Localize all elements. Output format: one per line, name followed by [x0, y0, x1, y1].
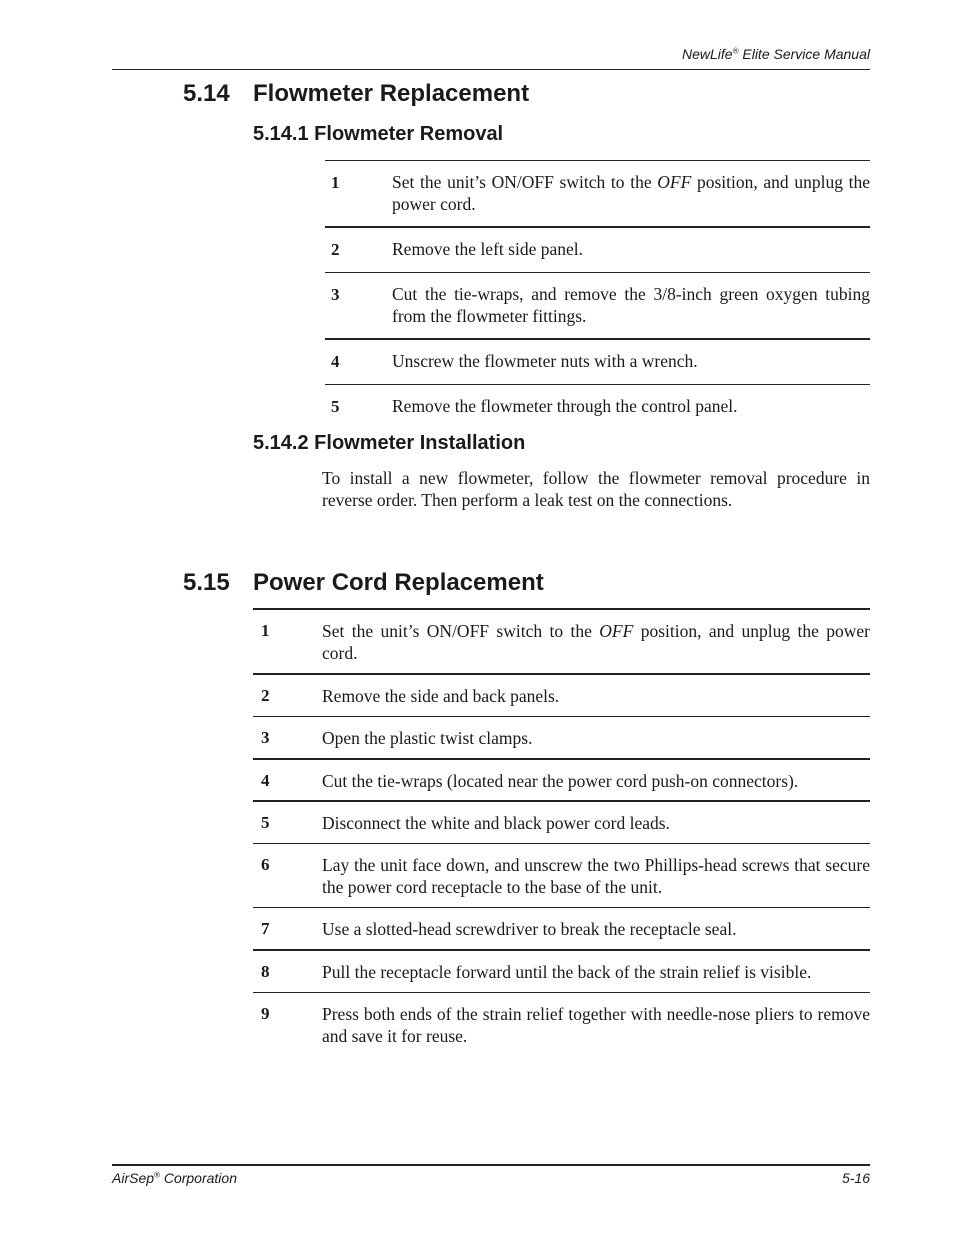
step-number: 9	[261, 1004, 270, 1023]
step-text: Lay the unit face down, and unscrew the two Phillips-head screws that secure the power cord receptacle to the base of the unit.	[322, 855, 870, 897]
subsection-number: 5.14.2	[253, 432, 309, 454]
step-number: 2	[331, 240, 340, 259]
section-heading-5-14	[183, 80, 529, 108]
step-row	[325, 340, 870, 385]
registered-mark: ®	[732, 46, 739, 56]
step-text: Pull the receptacle forward until the back of the strain relief is visible.	[322, 962, 812, 982]
company-brand: AirSep	[112, 1170, 155, 1186]
step-text: Remove the flowmeter through the control panel.	[392, 396, 738, 416]
step-number: 5	[331, 397, 340, 416]
page-number: 5-16	[841, 1170, 870, 1186]
step-row	[253, 908, 870, 951]
subsection-heading-5-14-1	[253, 123, 503, 146]
step-text: Open the plastic twist clamps.	[322, 728, 533, 748]
section-title: Power Cord Replacement	[253, 569, 544, 596]
step-number: 4	[331, 352, 340, 371]
step-number: 7	[261, 919, 270, 938]
step-number: 1	[261, 621, 270, 640]
subsection-title: Flowmeter Installation	[314, 432, 526, 454]
step-row	[253, 951, 870, 993]
step-row	[253, 717, 870, 760]
step-text: Remove the side and back panels.	[322, 686, 560, 706]
installation-paragraph: To install a new flowmeter, follow the flowmeter removal procedure in reverse order. Then perform a leak test on the connections.	[322, 468, 870, 510]
step-text: Set the unit’s ON/OFF switch to the OFF position, and unplug the power cord.	[392, 172, 871, 214]
subsection-heading-5-14-2	[253, 432, 525, 455]
step-row	[325, 228, 870, 273]
step-row	[253, 993, 870, 1057]
registered-mark: ®	[154, 1170, 160, 1180]
section-number: 5.15	[183, 569, 230, 596]
step-row	[253, 802, 870, 844]
step-row	[325, 385, 870, 429]
section-heading-5-15	[183, 569, 544, 597]
step-text: Cut the tie-wraps (located near the power cord push-on connectors).	[322, 771, 799, 791]
step-text: Disconnect the white and black power cord leads.	[322, 813, 670, 833]
running-header	[112, 44, 870, 70]
page-footer	[112, 1164, 870, 1186]
flowmeter-removal-steps	[325, 160, 870, 429]
step-row	[253, 760, 870, 802]
section-number: 5.14	[183, 80, 230, 107]
power-cord-steps	[253, 608, 870, 1057]
step-number: 4	[261, 771, 270, 790]
step-text: Press both ends of the strain relief together with needle-nose pliers to remove and save it for reuse.	[322, 1004, 870, 1046]
step-text: Unscrew the flowmeter nuts with a wrench.	[392, 351, 698, 371]
step-row	[325, 273, 870, 340]
subsection-title: Flowmeter Removal	[314, 123, 504, 145]
manual-name: Elite Service Manual	[738, 46, 870, 62]
step-number: 1	[331, 173, 340, 192]
step-row	[253, 844, 870, 908]
company-name	[112, 1170, 237, 1186]
step-number: 3	[261, 728, 270, 747]
company-suffix: Corporation	[159, 1170, 237, 1186]
step-number: 6	[261, 855, 270, 874]
step-number: 3	[331, 285, 340, 304]
step-row	[325, 161, 870, 228]
manual-title	[682, 46, 870, 62]
product-name: NewLife	[681, 46, 733, 62]
step-text: Remove the left side panel.	[392, 239, 583, 259]
step-number: 2	[261, 686, 270, 705]
step-number: 5	[261, 813, 270, 832]
section-title: Flowmeter Replacement	[253, 80, 530, 107]
step-text: Set the unit’s ON/OFF switch to the OFF position, and unplug the power cord.	[322, 621, 871, 663]
step-text: Use a slotted-head screwdriver to break the receptacle seal.	[322, 919, 737, 939]
step-row	[253, 610, 870, 675]
step-number: 8	[261, 962, 270, 981]
step-text: Cut the tie-wraps, and remove the 3/8-inch green oxygen tubing from the flowmeter fittings.	[392, 284, 870, 326]
step-row	[253, 675, 870, 717]
subsection-number: 5.14.1	[253, 123, 309, 145]
